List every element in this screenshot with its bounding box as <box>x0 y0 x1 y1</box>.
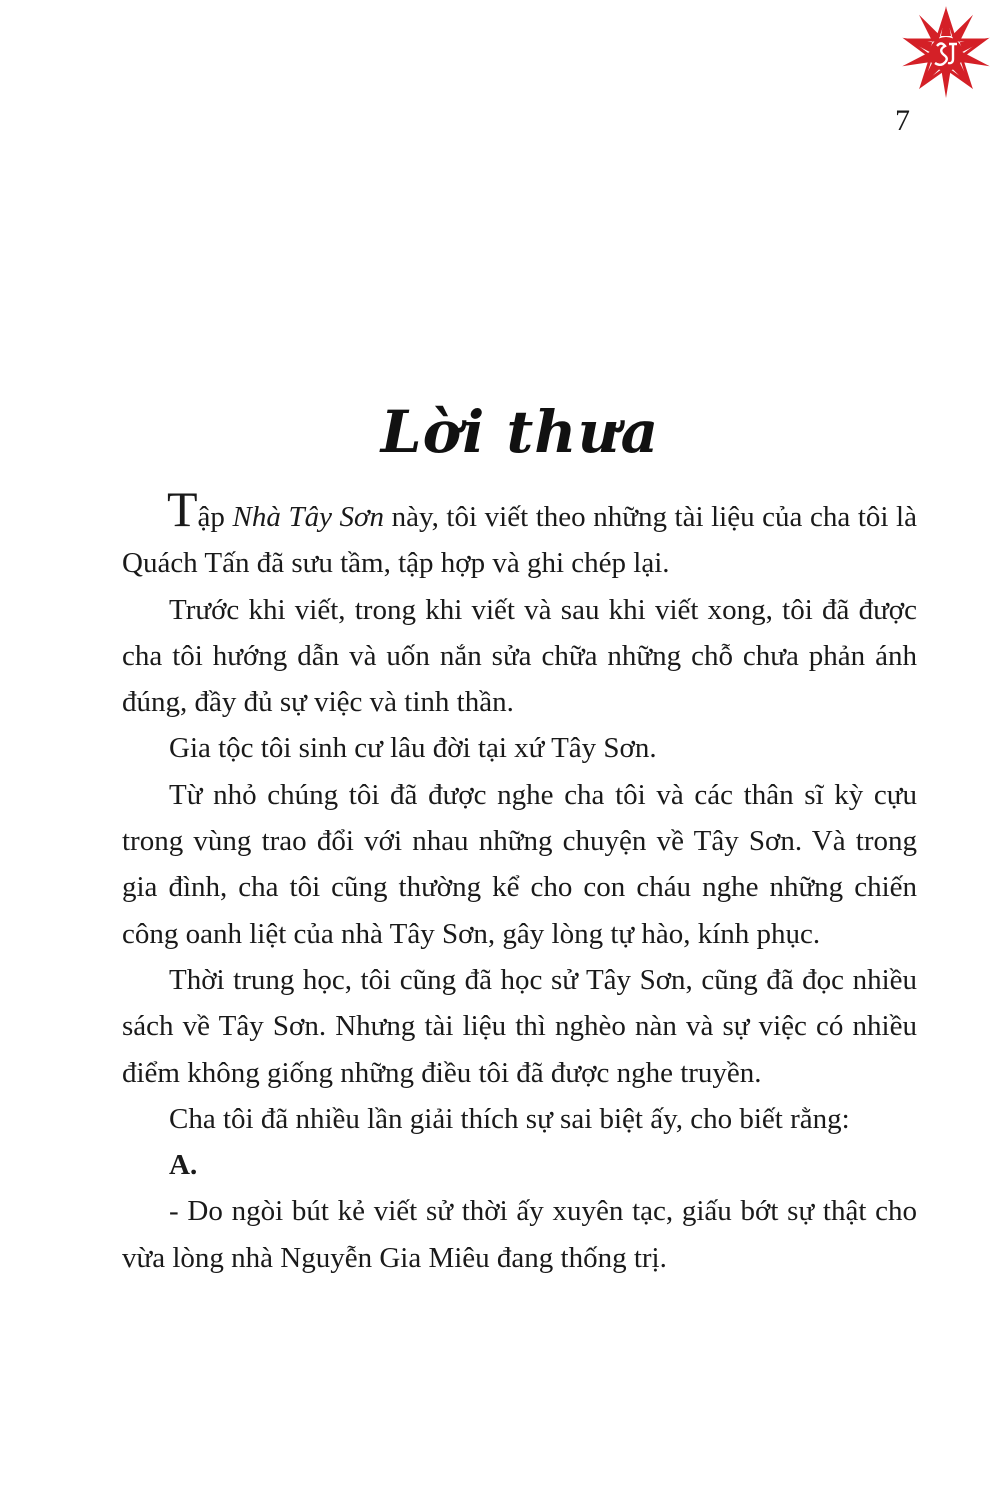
paragraph-1 <box>122 481 917 587</box>
book-title: Nhà Tây Sơn <box>232 501 385 533</box>
body-text <box>122 481 917 1281</box>
paragraph-6: Cha tôi đã nhiều lần giải thích sự sai biệt ấy, cho biết rằng: <box>169 1102 850 1135</box>
paragraph-4: Từ nhỏ chúng tôi đã được nghe cha tôi và các thân sĩ kỳ cựu trong vùng trao đổi với nhau những chuyện về Tây Sơn. Và trong gia đình, cha tôi cũng thường kể cho con cháu nghe những chiến công oanh liệt của nhà Tây Sơn, gây lòng tự hào, kính phục. <box>122 778 917 950</box>
paragraph-7: - Do ngòi bút kẻ viết sử thời ấy xuyên tạc, giấu bớt sự thật cho vừa lòng nhà Nguyễn Gia Miêu đang thống trị. <box>122 1195 917 1274</box>
page-number: 7 <box>895 104 910 137</box>
section-label: A. <box>169 1149 198 1182</box>
paragraph-1-lead: ập <box>197 501 233 533</box>
paragraph-3: Gia tộc tôi sinh cư lâu đời tại xứ Tây Sơn. <box>169 732 657 765</box>
paragraph-2: Trước khi viết, trong khi viết và sau khi viết xong, tôi đã được cha tôi hướng dẫn và uốn nắn sửa chữa những chỗ chưa phản ánh đúng, đầy đủ sự việc và tinh thần. <box>122 593 917 719</box>
paragraph-5: Thời trung học, tôi cũng đã học sử Tây Sơn, cũng đã đọc nhiều sách về Tây Sơn. Nhưng tài liệu thì nghèo nàn và sự việc có nhiều điểm không giống những điều tôi đã được nghe truyền. <box>122 963 917 1089</box>
publisher-logo <box>893 6 999 106</box>
paragraph-1-rest: này, tôi viết theo những tài liệu của cha tôi là Quách Tấn đã sưu tầm, tập hợp và ghi chép lại. <box>122 501 917 580</box>
chapter-title: Lời thưa <box>380 397 660 466</box>
star-logo-icon <box>893 6 999 106</box>
drop-cap: T <box>167 481 198 537</box>
